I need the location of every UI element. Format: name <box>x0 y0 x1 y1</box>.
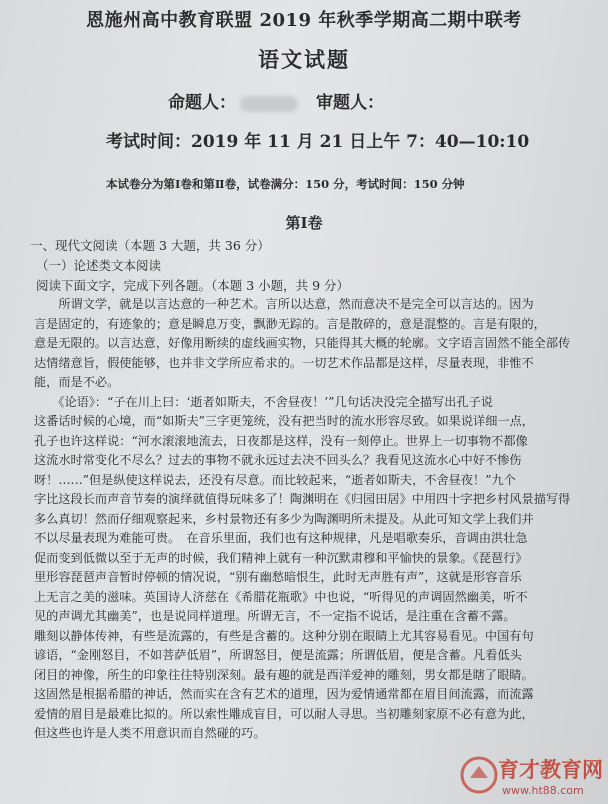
passage-line: 见的声调尤其幽美”，也是说同样道理。所谓无言，不一定指不说话，是注重在含蓄不露。 <box>34 609 516 623</box>
author-label: 命题人： <box>168 93 236 113</box>
passage-line: 爱情的眉目是最难比拟的。所以索性雕成盲目，可以耐人寻思。当初雕刻家原不必有意为此， <box>34 706 534 721</box>
redacted-author <box>240 96 298 112</box>
passage-line: 但这些也许是人类不用意识而自然碰的巧。 <box>34 726 266 740</box>
passage-line: 促而变到低微以至于无声的时候，我们精神上就有一种沉默肃穆和平愉快的景象。《琵琶行》 <box>34 550 528 565</box>
passage-line: 孔子也许这样说：“河水滚滚地流去，日夜都是这样，没有一刻停止。世界上一切事物不都像 <box>34 433 528 448</box>
passage-line: 不以尽量表现为难能可贵。 在音乐里面，我们也有这种规律，凡是唱歌奏乐，音调由洪壮急 <box>34 531 528 545</box>
section-heading: 一、现代文阅读（本题 3 大题，共 36 分） <box>30 238 270 253</box>
passage <box>34 295 600 744</box>
passage-line: 多么真切！然而仔细观察起来，乡村景物还有多少为陶渊明所未提及。从此可知文学上我们并 <box>34 511 534 526</box>
passage-line: 呀！……”但是纵使这样说去，还没有尽意。而比较起来，“逝者如斯夫，不舍昼夜！”九个 <box>34 472 516 487</box>
passage-line: 达情绪意旨，假使能够，也并非文学所应希求的。一切艺术作品都是这样，尽量表现，非惟不 <box>34 355 534 370</box>
watermark-url: www.ht88.com <box>502 784 584 797</box>
passage-line: 字比这段长而声音节奏的演绎就值得玩味多了！陶渊明在《归园田居》中用四十字把乡村风景描写得 <box>34 492 571 506</box>
exam-note: 本试卷分为第Ⅰ卷和第Ⅱ卷，试卷满分：150 分，考试时间：150 分钟 <box>106 177 465 191</box>
passage-line: 里形容琵琶声音暂时停顿的情况说，“别有幽愁暗恨生，此时无声胜有声”，这就是形容音乐 <box>34 570 522 584</box>
passage-line: 谚语，“金刚怒目，不如菩萨低眉”，所谓怒目，便是流露；所谓低眉，便是含蓄。凡看低头 <box>34 648 522 662</box>
volume-title: 第Ⅰ卷 <box>285 214 323 232</box>
watermark-logo-icon <box>458 754 500 796</box>
passage-line: 意是无限的。以言达意，好像用断续的虚线画实物，只能得其大概的轮廓。文字语言固然不能全部传 <box>34 336 571 350</box>
passage-line: 这流水时常变化不尽么？过去的事物不就永远过去决不回头么？我看见这流水心中好不惨伤 <box>34 453 522 467</box>
author-line <box>168 88 588 113</box>
passage-line: 能，而是不必。 <box>34 375 120 389</box>
passage-line: 上无言之美的滋味。英国诗人济慈在《希腊花瓶歌》中也说，“听得见的声调固然幽美，听不 <box>34 589 528 604</box>
passage-line: 这番话时候的心境，而“如斯夫”三字更笼统，没有把当时的流水形容尽致。如果说详细一点， <box>34 414 534 428</box>
passage-line: 《论语》：“子在川上曰：‘逝者如斯夫，不舍昼夜！’”几句话决没完全描写出孔子说 <box>34 394 493 409</box>
passage-line: 所谓文学，就是以言达意的一种艺术。言所以达意，然而意决不是完全可以言达的。因为 <box>34 297 534 311</box>
passage-line: 这固然是根据希腊的神话，然而实在含有艺术的道理，因为爱情通常都在眉目间流露，而流露 <box>34 687 534 701</box>
exam-time: 考试时间：2019 年 11 月 21 日上午 7：40—10:10 <box>106 132 530 152</box>
watermark-text: 育才教育网 <box>498 758 603 782</box>
subsection-heading: （一）论述类文本阅读 <box>36 258 162 273</box>
instruction-text: 阅读下面文字，完成下列各题。（本题 3 小题，共 9 分） <box>36 278 350 293</box>
exam-title: 恩施州高中教育联盟 2019 年秋季学期高二期中联考 <box>86 10 522 31</box>
reviewer-label: 审题人： <box>316 93 384 113</box>
passage-line: 言是固定的，有迹象的；意是瞬息万变，飘渺无踪的。言是散碎的，意是混整的。言是有限的， <box>34 316 546 331</box>
passage-line: 雕刻以静体传神，有些是流露的，有些是含蓄的。这种分别在眼睛上尤其容易看见。中国有句 <box>34 628 534 643</box>
passage-line: 闭目的神像，所生的印象往往特别深刻。最有趣的就是西洋爱神的雕刻，男女都是瞎了眼睛。 <box>34 667 534 682</box>
site-watermark <box>458 752 608 804</box>
subject-title: 语文试题 <box>258 47 350 72</box>
